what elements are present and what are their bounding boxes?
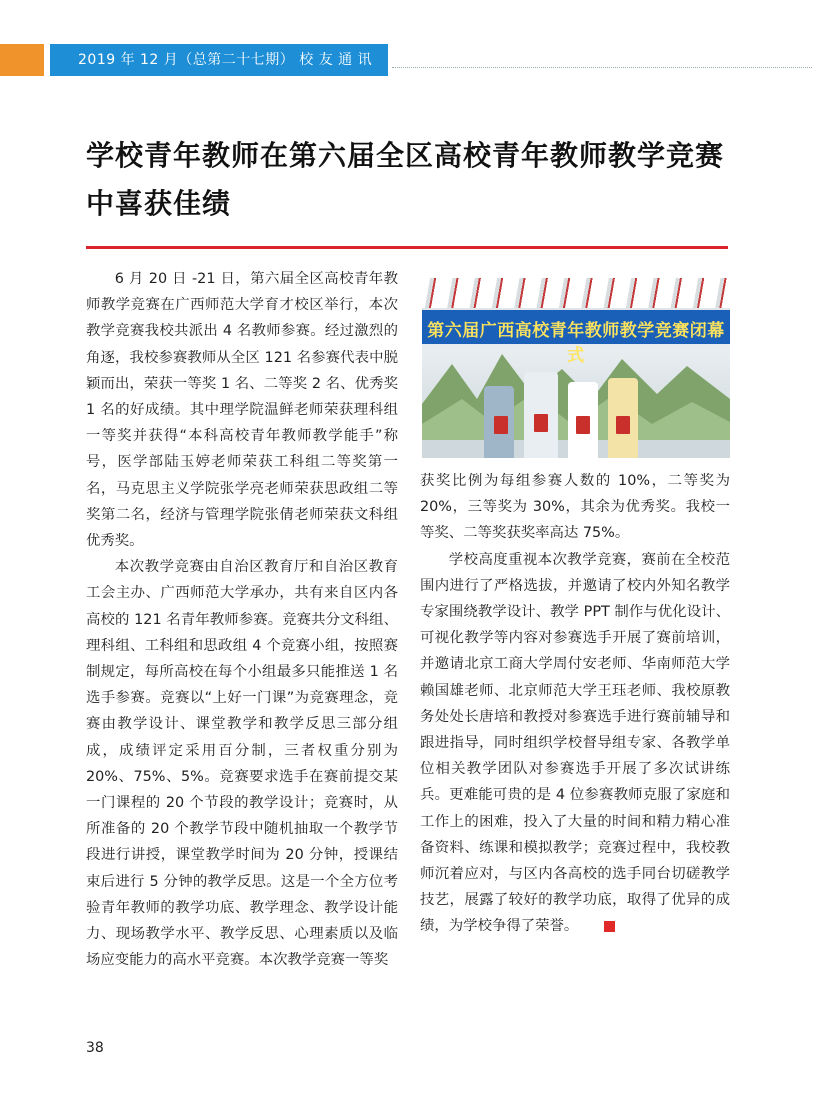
- paragraph-2: 本次教学竞赛由自治区教育厅和自治区教育工会主办、广西师范大学承办，共有来自区内各高校的 121 名青年教师参赛。竞赛共分文科组、理科组、工科组和思政组 4 个竞赛小组，按照赛制规定，每所高校在每个小组最多只能推送 1 名选手参赛。竞赛以“上好一门课”为竞赛理念，竞赛由教学设计、课堂教学和教学反思三部分组成，成绩评定采用百分制，三者权重分别为 20%、75%、5%。竞赛要求选手在赛前提交某一门课程的 20 个节段的教学设计；竞赛时，从所准备的 20 个教学节段中随机抽取一个教学节段进行讲授，课堂教学时间为 20 分钟，授课结束后进行 5 分钟的教学反思。这是一个全方位考验青年教师的教学功底、教学理念、教学设计能力、现场教学水平、教学反思、心理素质以及临场应变能力的高水平竞赛。本次教学竞赛一等奖: [86, 559, 398, 969]
- header-accent-block: [0, 44, 44, 76]
- ceremony-banner-text: 第六届广西高校青年教师教学竞赛闭幕式: [427, 321, 725, 366]
- certificate: [616, 416, 630, 434]
- article-title: 学校青年教师在第六届全区高校青年教师教学竞赛中喜获佳绩: [86, 139, 725, 220]
- paragraph-2-continued: 获奖比例为每组参赛人数的 10%，二等奖为 20%，三等奖为 30%，其余为优秀奖。我校一等奖、二等奖获奖率高达 75%。: [420, 473, 730, 542]
- certificate: [576, 416, 590, 434]
- paragraph-3-text: 学校高度重视本次教学竞赛，赛前在全校范围内进行了严格选拔，并邀请了校内外知名教学专家围绕教学设计、教学 PPT 制作与优化设计、可视化教学等内容对参赛选手开展了赛前培训，并邀请北京工商大学周付安老师、华南师范大学赖国雄老师、北京师范大学王珏老师、我校原教务处处长唐培和教授对参赛选手进行赛前辅导和跟进指导，同时组织学校督导组专家、各教学单位相关教学团队对参赛选手开展了多次试讲练兵。更难能可贵的是 4 位参赛教师克服了家庭和工作上的困难，投入了大量的时间和精力精心准备资料、练课和模拟教学；竞赛过程中，我校教师沉着应对，与区内各高校的选手同台切磋教学技艺，展露了较好的教学功底，取得了优异的成绩，为学校争得了荣誉。: [420, 551, 730, 935]
- page-number: 38: [86, 1040, 104, 1056]
- certificate: [534, 414, 548, 432]
- right-column: [420, 468, 730, 940]
- left-column: [86, 266, 398, 973]
- banner-fringe: [422, 278, 730, 308]
- paragraph-1: 6 月 20 日 -21 日，第六届全区高校青年教师教学竞赛在广西师范大学育才校区举行，本次教学竞赛我校共派出 4 名教师参赛。经过激烈的角逐，我校参赛教师从全区 121 名参赛代表中脱颖而出，荣获一等奖 1 名、二等奖 2 名、优秀奖 1 名的好成绩。其中理学院温鲜老师荣获理科组一等奖并获得“本科高校青年教师教学能手”称号，医学部陆玉婷老师荣获工科组二等奖第一名，马克思主义学院张学亮老师荣获思政组二等奖第二名，经济与管理学院张倩老师荣获文科组优秀奖。: [86, 271, 398, 550]
- award-ceremony-photo: [422, 278, 730, 458]
- end-of-article-mark: [604, 921, 615, 932]
- running-header: 2019 年 12 月（总第二十七期） 校 友 通 讯: [50, 44, 388, 76]
- certificate: [494, 416, 508, 434]
- header-dotted-rule: [392, 67, 812, 68]
- paragraph-3: [420, 547, 730, 940]
- title-rule: [86, 246, 728, 249]
